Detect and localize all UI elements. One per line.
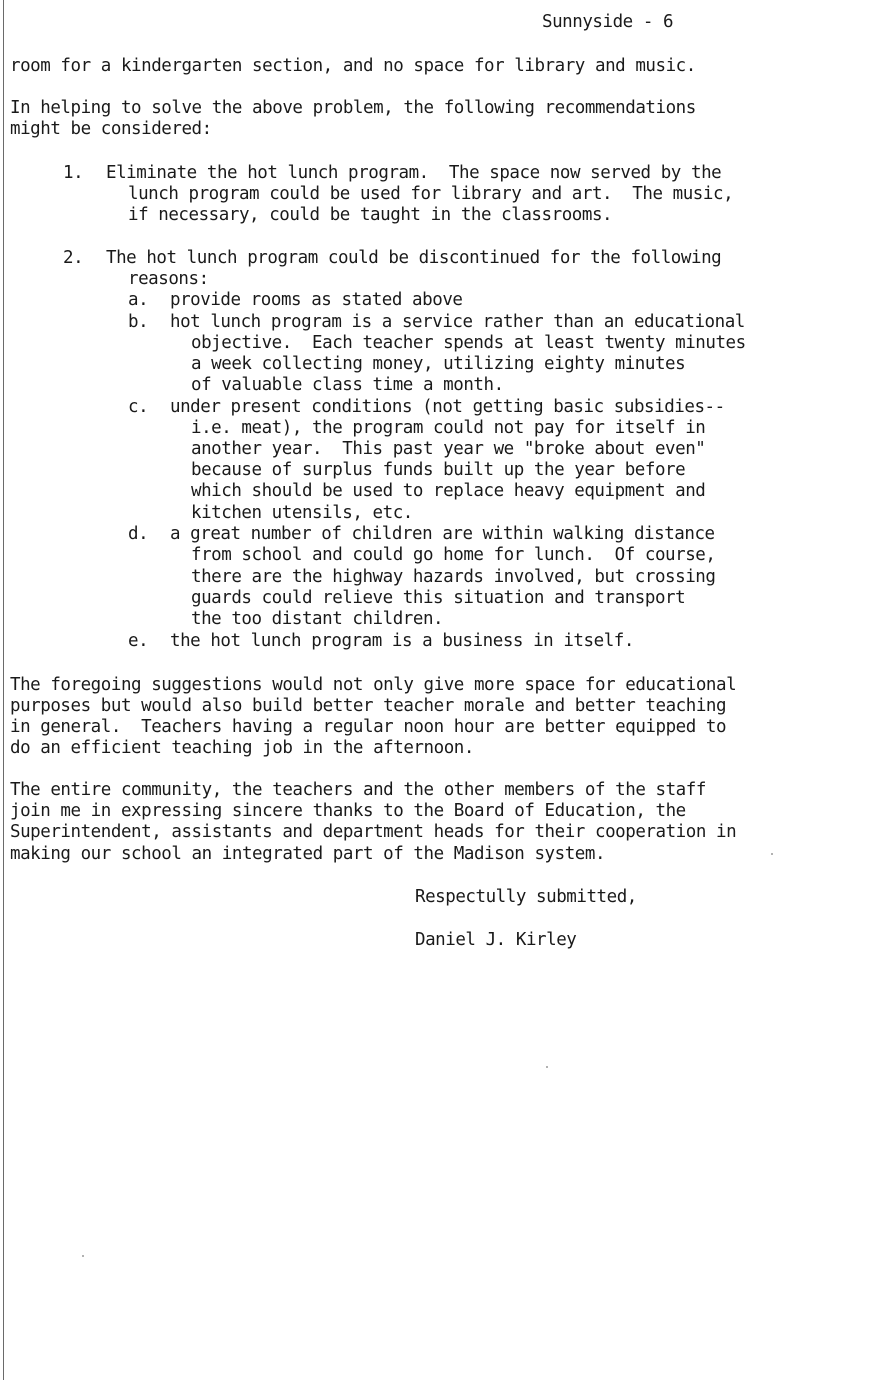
- conclusion-line: do an efficient teaching job in the afternoon.: [10, 738, 474, 758]
- page-header: Sunnyside - 6: [542, 12, 674, 32]
- reason-line: a week collecting money, utilizing eighty minutes: [191, 354, 686, 374]
- scan-speck: [82, 1255, 84, 1257]
- page-edge-line: [3, 0, 4, 1380]
- signature-name: Daniel J. Kirley: [415, 930, 577, 950]
- reason-line: of valuable class time a month.: [191, 375, 504, 395]
- reason-line: objective. Each teacher spends at least twenty minutes: [191, 333, 746, 353]
- reason-line: there are the highway hazards involved, but crossing: [191, 567, 716, 587]
- reason-letter: a.: [128, 290, 149, 310]
- intro-line: might be considered:: [10, 119, 212, 139]
- recommendation-number: 1.: [63, 163, 84, 183]
- reason-line: because of surplus funds built up the year before: [191, 460, 686, 480]
- reason-letter: d.: [128, 524, 149, 544]
- thanks-line: The entire community, the teachers and the other members of the staff: [10, 780, 706, 800]
- recommendation-line: lunch program could be used for library and art. The music,: [128, 184, 734, 204]
- recommendation-line: if necessary, could be taught in the classrooms.: [128, 205, 613, 225]
- intro-line: In helping to solve the above problem, the following recommendations: [10, 98, 696, 118]
- thanks-line: making our school an integrated part of the Madison system.: [10, 844, 606, 864]
- conclusion-line: purposes but would also build better teacher morale and better teaching: [10, 696, 727, 716]
- reason-letter: e.: [128, 631, 149, 651]
- conclusion-line: in general. Teachers having a regular noon hour are better equipped to: [10, 717, 727, 737]
- reason-line: kitchen utensils, etc.: [191, 503, 413, 523]
- scan-speck: [771, 853, 773, 855]
- reason-line: from school and could go home for lunch. Of course,: [191, 545, 716, 565]
- reason-line: another year. This past year we "broke about even": [191, 439, 706, 459]
- recommendation-line: Eliminate the hot lunch program. The space now served by the: [106, 163, 722, 183]
- reason-line: which should be used to replace heavy equipment and: [191, 481, 706, 501]
- reason-letter: b.: [128, 312, 149, 332]
- reason-line: provide rooms as stated above: [170, 290, 463, 310]
- recommendation-number: 2.: [63, 248, 84, 268]
- thanks-line: Superintendent, assistants and department heads for their cooperation in: [10, 822, 737, 842]
- recommendation-line: The hot lunch program could be discontinued for the following: [106, 248, 722, 268]
- reason-line: hot lunch program is a service rather than an educational: [170, 312, 745, 332]
- recommendation-line: reasons:: [128, 269, 209, 289]
- reason-line: under present conditions (not getting basic subsidies--: [170, 397, 725, 417]
- reason-line: i.e. meat), the program could not pay for itself in: [191, 418, 706, 438]
- reason-line: a great number of children are within walking distance: [170, 524, 715, 544]
- reason-line: the too distant children.: [191, 609, 444, 629]
- closing-salutation: Respectully submitted,: [415, 887, 637, 907]
- carryover-line: room for a kindergarten section, and no space for library and music.: [10, 56, 696, 76]
- conclusion-line: The foregoing suggestions would not only give more space for educational: [10, 675, 737, 695]
- thanks-line: join me in expressing sincere thanks to the Board of Education, the: [10, 801, 686, 821]
- reason-line: guards could relieve this situation and transport: [191, 588, 686, 608]
- reason-line: the hot lunch program is a business in itself.: [170, 631, 634, 651]
- scan-speck: [546, 1066, 548, 1068]
- reason-letter: c.: [128, 397, 149, 417]
